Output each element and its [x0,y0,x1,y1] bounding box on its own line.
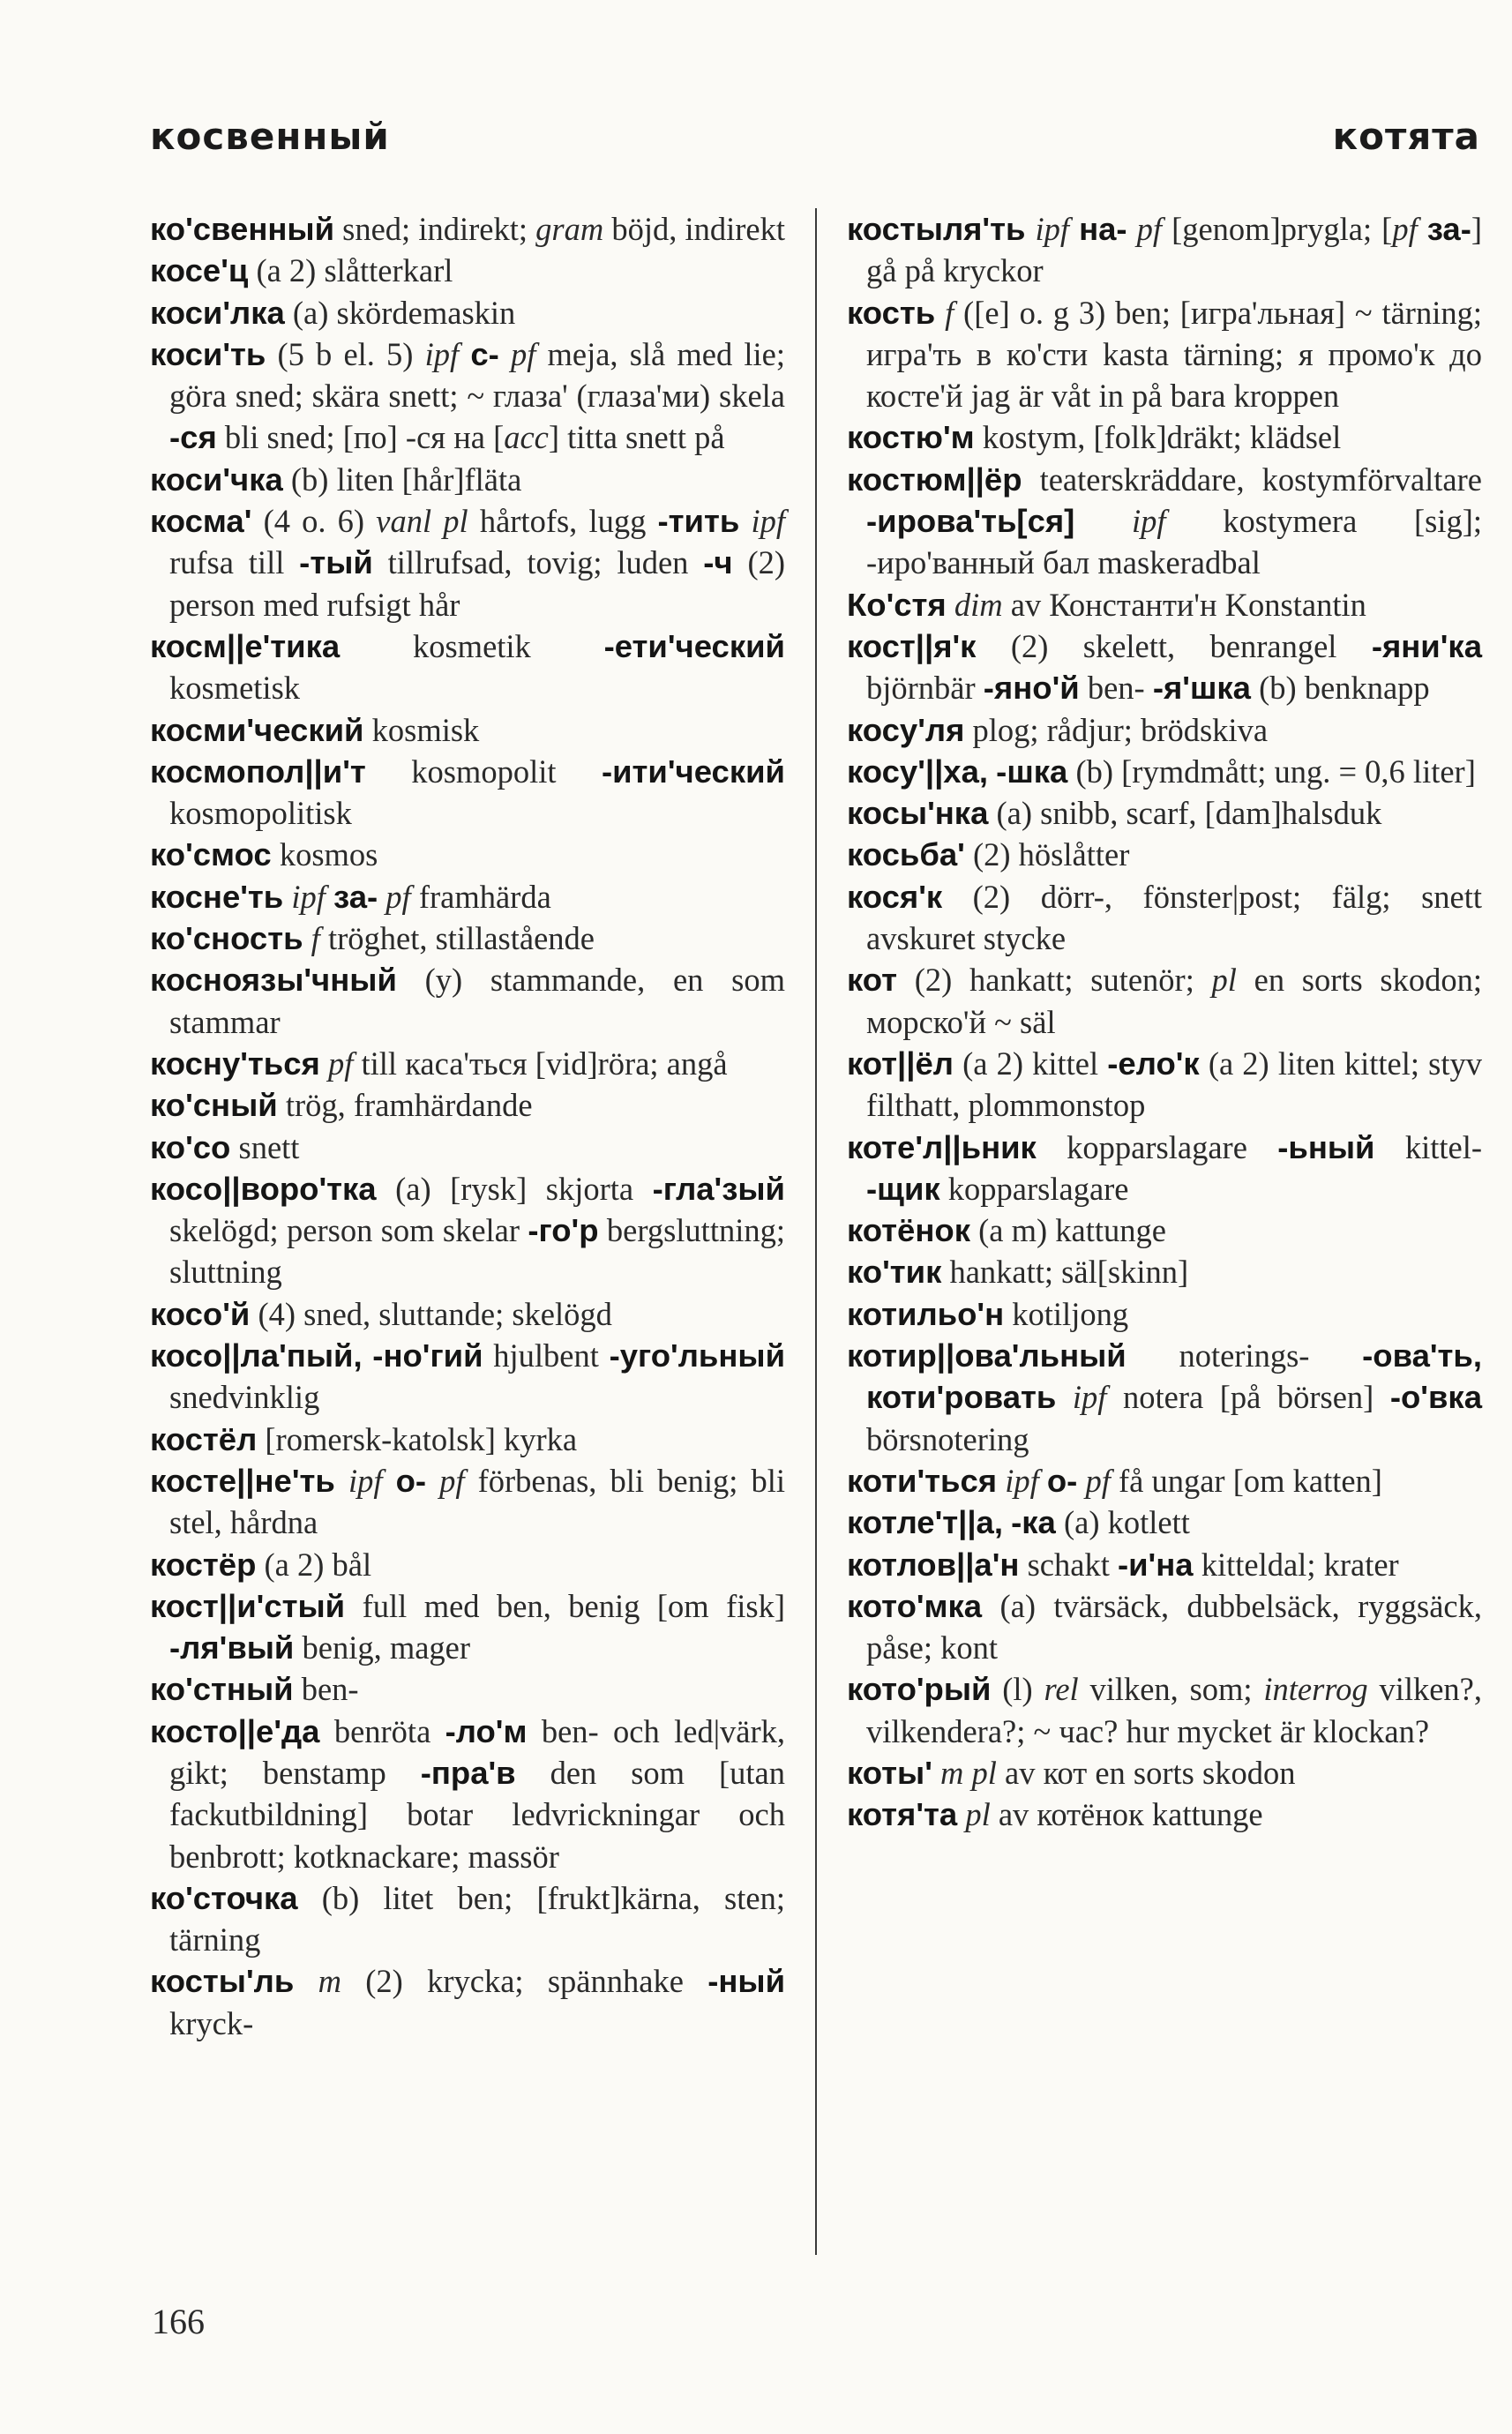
definition-text: (a 2) liten kittel; styv filthatt, plommonstop [866,1045,1482,1124]
grammar-label: pl [965,1796,991,1833]
dictionary-entry [847,1794,1482,1835]
definition-text: (2) skelett, benrangel [976,627,1372,664]
definition-text: (a) skördemaskin [284,294,516,331]
headword: котле'т||а, [847,1504,1003,1541]
headword: ко'свенный [150,211,335,247]
headword: косьба' [847,836,965,873]
definition-text: tröghet, stillastående [319,920,595,957]
dictionary-entry [150,1293,785,1335]
headword: косу'||ха, [847,753,989,790]
dictionary-entry [847,292,1482,417]
dictionary-entry [847,1127,1482,1210]
definition-text: kosmos [271,836,378,873]
grammar-label: acc [504,419,549,456]
grammar-label: ipf [1072,1379,1107,1416]
definition-text [382,1463,395,1499]
headword: косы'нка [847,795,989,832]
grammar-label: ipf [1035,211,1070,247]
dictionary-entry [150,500,785,625]
dictionary-entry [847,416,1482,458]
headword: ко'сточка [150,1879,298,1916]
dictionary-entry [150,333,785,459]
headword: котёнок [847,1212,970,1249]
dictionary-entry [150,709,785,751]
headword: кото'мка [847,1587,983,1624]
grammar-label: ipf [424,335,460,372]
definition-text: böjd, indirekt [603,211,785,247]
headword: коты' [847,1754,932,1791]
dictionary-entry [847,1668,1482,1752]
grammar-label: pf [327,1045,354,1082]
definition-text: (2) höslåtter [964,836,1130,873]
headword: косо||воро'тка [150,1170,377,1207]
headword: косну'ться [150,1045,320,1082]
definition-text: kopparslagare [1036,1128,1278,1165]
dictionary-entry [150,834,785,875]
grammar-label: ipf [348,1462,383,1499]
headword: -ова'ть, [1362,1337,1482,1374]
definition-text: hårtofs, lugg [468,503,658,540]
headword: кот||ёл [847,1045,954,1082]
headword: кост||и'стый [150,1587,346,1624]
headword: коси'чка [150,461,283,498]
grammar-label: gram [535,211,604,247]
grammar-label: pf [1085,1462,1111,1499]
definition-text [326,879,333,915]
headword: -го'р [528,1212,599,1249]
definition-text: snett [230,1128,300,1165]
definition-text: av Константи'н Konstantin [1002,586,1366,623]
headword: косо'й [150,1295,251,1332]
dictionary-entry [150,1668,785,1710]
definition-text: av котёнок kattunge [990,1796,1263,1833]
dictionary-entry [150,959,785,1043]
definition-text [426,1463,439,1499]
definition-text [997,1463,1005,1499]
definition-text: kosmopolitisk [169,795,352,832]
dictionary-entry [150,1127,785,1168]
headword: коси'лка [150,294,285,331]
definition-text [1025,211,1035,247]
dictionary-entry [150,1168,785,1293]
definition-text: bli sned; [по] -ся на [ [216,419,505,456]
definition-text [1418,211,1427,247]
dictionary-entry [847,584,1482,625]
headword: котильо'н [847,1295,1005,1332]
definition-text: schakt [1019,1546,1118,1583]
definition-text: björnbär [866,670,984,707]
definition-text [283,879,291,915]
headword: косто||е'да [150,1712,320,1749]
headword: коти'ться [847,1462,998,1499]
definition-text: av кот en sorts skodon [996,1754,1296,1791]
running-head-right: котятa [1332,115,1480,158]
definition-text: (4) sned, sluttande; skelögd [250,1295,612,1332]
definition-text: hjulbent [483,1337,610,1374]
definition-text: notera [på börsen] [1106,1379,1390,1416]
definition-text [988,753,996,790]
headword: кост||я'к [847,627,977,664]
definition-text [739,503,751,539]
headword: костёр [150,1546,257,1583]
definition-text: kostymera [sig]; -иро'ванный бал maskeradbal [866,503,1482,581]
dictionary-entry [150,1419,785,1460]
definition-text: kopparslagare [939,1170,1129,1207]
definition-text [1039,1463,1047,1499]
headword: -о'вка [1389,1379,1482,1416]
grammar-label: dim [954,586,1003,623]
dictionary-entry [150,1877,785,1961]
definition-text: få ungar [om katten] [1110,1462,1382,1499]
headword: косте||не'ть [150,1462,335,1499]
headword: ко'тик [847,1254,942,1291]
definition-text: (a) kotlett [1055,1504,1190,1541]
dictionary-entry [847,834,1482,875]
definition-text: ] gå på kryckor [866,211,1483,289]
grammar-label: ipf [291,878,326,915]
headword: -тый [299,544,373,581]
headword: -шка [996,753,1068,790]
definition-text: vilken, som; [1078,1671,1264,1708]
headword: -ный [707,1963,786,2000]
headword: -уго'льный [609,1337,786,1374]
definition-text: kryck- [169,2004,254,2041]
headword: ко'со [150,1128,231,1165]
headword: с- [470,335,499,372]
definition-text: (b) litet ben; [frukt]kärna, sten; tärning [169,1879,785,1958]
grammar-label: pf [1392,211,1418,247]
definition-text [1056,1379,1073,1415]
dictionary-entry [847,876,1482,960]
headword: -ка [1011,1504,1056,1541]
definition-text: hankatt; säl[skinn] [941,1254,1189,1291]
left-column [150,208,785,2044]
definition-text: (a 2) bål [256,1546,372,1583]
headword: котлов||а'н [847,1546,1020,1583]
definition-text [947,587,954,623]
definition-text [320,1045,328,1082]
definition-text: kotiljong [1004,1295,1129,1332]
definition-text: (2) person med rufsigt hår [169,544,786,623]
definition-text: kitteldal; krater [1193,1546,1399,1583]
dictionary-entry [150,751,785,835]
headword: -ля'вый [169,1629,295,1666]
definition-text [1074,503,1132,539]
dictionary-entry [150,1711,785,1877]
dictionary-entry [150,625,785,709]
definition-text: framhärda [410,878,551,915]
definition-text [499,336,511,372]
definition-text [303,920,311,956]
headword: -ети'ческий [603,627,785,664]
headword: космопол||и'т [150,753,366,790]
definition-text: (a) snibb, scarf, [dam]halsduk [988,795,1382,832]
definition-text: snedvinklig [169,1379,320,1416]
headword: кото'рый [847,1671,992,1708]
grammar-label: vanl pl [376,503,468,540]
column-divider [815,208,817,2255]
headword: -ло'м [445,1712,528,1749]
headword: ко'сный [150,1087,278,1124]
definition-text [957,1796,965,1832]
right-column [847,208,1482,1836]
grammar-label: pl [1211,962,1237,999]
headword: за- [333,878,378,915]
dictionary-entry [847,1585,1482,1669]
grammar-label: pf [510,335,536,372]
dictionary-entry [847,625,1482,709]
definition-text: sned; indirekt; [334,211,536,247]
definition-text: ] titta snett på [548,419,725,456]
dictionary-entry [847,1335,1482,1460]
definition-text: (a m) kattunge [969,1212,1166,1249]
definition-text: (l) [991,1671,1044,1708]
dictionary-entry [847,459,1482,584]
headword: котир||ова'льный [847,1337,1127,1374]
dictionary-entry [847,208,1482,292]
headword: кость [847,294,936,331]
definition-text [363,1337,373,1374]
definition-text: kostym, [folk]dräkt; klädsel [974,419,1342,456]
definition-text: ben- [1079,670,1153,707]
dictionary-entry [847,1293,1482,1335]
grammar-label: interrog [1263,1671,1368,1708]
headword: -щик [866,1170,940,1207]
headword: коси'ть [150,335,266,372]
definition-text: (2) hankatt; sutenör; [897,962,1212,999]
dictionary-entry [150,1043,785,1084]
dictionary-entry [847,1460,1482,1502]
headword: ко'стный [150,1671,294,1708]
definition-text: trög, framhärdande [277,1087,533,1124]
headword: косма' [150,503,252,540]
grammar-label: ipf [1005,1462,1039,1499]
definition-text [335,1463,348,1499]
definition-text [1069,211,1079,247]
headword: косе'ц [150,252,249,289]
dictionary-entry [150,1544,785,1585]
definition-text: ([e] o. g 3) ben; [игра'льная] ~ tärning; игра'ть в ко'сти kasta tärning; я промо'к до косте'й jag är våt in på bara kroppen [866,294,1482,415]
definition-text: rufsa till [169,544,300,581]
headword: за- [1426,211,1471,247]
definition-text: kosmopolit [365,753,602,790]
dictionary-entry [150,459,785,500]
dictionary-entry [150,917,785,959]
definition-text: ben- [293,1671,359,1708]
headword: косо||ла'пый, [150,1337,363,1374]
definition-text: en sorts skodon; морско'й ~ säl [866,962,1482,1040]
definition-text: (b) [rymdmått; ung. = 0,6 liter] [1067,753,1476,790]
headword: -пра'в [420,1754,516,1791]
headword: костыля'ть [847,211,1026,247]
definition-text: till каса'ться [vid]röra; angå [353,1045,728,1082]
grammar-label: pf [439,1462,465,1499]
definition-text: [genom]prygla; [ [1162,211,1393,247]
definition-text: (b) liten [hår]fläta [282,461,522,498]
definition-text: (a 2) kittel [953,1045,1108,1082]
definition-text: full med ben, benig [om fisk] [345,1587,785,1624]
grammar-label: f [945,294,954,331]
dictionary-entry [847,1043,1482,1127]
definition-text: noterings- [1126,1337,1363,1374]
definition-text: kosmetik [340,627,604,664]
running-head-left: косвенный [150,115,390,158]
dictionary-entry [150,1960,785,2044]
headword: на- [1079,211,1127,247]
definition-text: tillrufsad, tovig; luden [372,544,704,581]
definition-text: bergsluttning; sluttning [169,1212,785,1291]
definition-text: (b) benknapp [1250,670,1430,707]
headword: -ч [703,544,733,581]
headword: косты'ль [150,1963,295,2000]
headword: косноязы'чный [150,962,397,999]
headword: -тить [657,503,740,540]
headword: костюм||ёр [847,461,1022,498]
headword: косу'ля [847,711,965,748]
definition-text: (2) krycka; spännhake [341,1963,708,2000]
definition-text [932,1755,940,1791]
headword: костю'м [847,419,975,456]
definition-text: kittel- [1374,1128,1482,1165]
definition-text [1127,211,1137,247]
dictionary-entry [847,792,1482,834]
definition-text [459,336,470,372]
dictionary-entry [847,1210,1482,1251]
headword: -я'шка [1152,670,1251,707]
grammar-label: ipf [751,503,786,540]
definition-text: (5 b el. 5) [266,335,425,372]
headword: Ко'стя [847,586,947,623]
headword: коти'ровать [866,1379,1057,1416]
headword: косне'ть [150,878,284,915]
grammar-label: rel [1044,1671,1079,1708]
headword: косм||е'тика [150,627,341,664]
dictionary-entry [150,1460,785,1544]
dictionary-entry [847,1752,1482,1794]
grammar-label: f [311,920,320,957]
dictionary-entry [150,292,785,333]
headword: костёл [150,1420,258,1457]
headword: котя'та [847,1796,958,1833]
definition-text: meja, slå med lie; göra sned; skära snett; ~ глаза' (глаза'ми) skela [169,335,786,415]
definition-text: (4 o. 6) [251,503,377,540]
definition-text: (a 2) slåtterkarl [248,252,453,289]
dictionary-entry [847,1251,1482,1292]
definition-text: benröta [319,1712,445,1749]
headword: ко'сность [150,920,303,957]
dictionary-entry [847,1544,1482,1585]
headword: -гла'зый [652,1170,785,1207]
definition-text [294,1963,318,1999]
definition-text [378,879,385,915]
headword: -но'гий [372,1337,483,1374]
headword: -ьный [1277,1128,1375,1165]
grammar-label: pf [1136,211,1163,247]
definition-text: skelögd; person som skelar [169,1212,528,1249]
definition-text [935,295,945,331]
dictionary-entry [150,250,785,291]
headword: -ело'к [1107,1045,1200,1082]
grammar-label: m [318,1963,341,2000]
grammar-label: ipf [1132,503,1166,540]
definition-text: (2) dörr-, fönster|post; fälg; snett avskuret stycke [866,878,1482,957]
headword: -яни'ка [1371,627,1482,664]
headword: -ся [169,419,217,456]
definition-text: börsnotering [866,1420,1029,1457]
dictionary-entry [150,876,785,917]
headword: кося'к [847,878,943,915]
definition-text [1003,1504,1011,1540]
definition-text: vilken?, vilkendera?; ~ час? hur mycket är klockan? [866,1671,1482,1749]
definition-text: [romersk-katolsk] kyrka [257,1420,578,1457]
definition-text: kosmisk [363,711,480,748]
dictionary-entry [847,709,1482,751]
headword: -ирова'ть[ся] [866,503,1075,540]
definition-text: benig, mager [294,1629,471,1666]
headword: -яно'й [983,670,1080,707]
definition-text: den som [utan fackutbildning] botar ledvrickningar och benbrott; kotknackare; massör [169,1754,785,1875]
definition-text: kosmetisk [169,670,301,707]
definition-text: plog; rådjur; brödskiva [964,711,1269,748]
definition-text: (a) tvärsäck, dubbelsäck, ryggsäck, påse; kont [866,1587,1482,1666]
grammar-label: pf [385,878,411,915]
dictionary-entry [150,208,785,250]
definition-text: förbenas, bli benig; bli stel, hårdna [169,1462,785,1541]
dictionary-entry [150,1585,785,1669]
headword: о- [395,1462,427,1499]
definition-text: (y) stammande, en som stammar [169,962,785,1040]
definition-text: (a) [rysk] skjorta [376,1170,653,1207]
page-number: 166 [152,2302,205,2341]
dictionary-entry [847,1502,1482,1543]
dictionary-entry [847,959,1482,1043]
headword: косми'ческий [150,711,364,748]
dictionary-entry [150,1084,785,1126]
dictionary-entry [150,1335,785,1419]
headword: коте'л||ьник [847,1128,1037,1165]
dictionary-entry [847,751,1482,792]
headword: о- [1046,1462,1078,1499]
headword: -и'на [1117,1546,1194,1583]
definition-text: teaterskräddare, kostymförvaltare [1022,461,1482,498]
headword: кот [847,962,898,999]
grammar-label: m pl [940,1754,997,1791]
definition-text: ben- och led|värk, gikt; benstamp [169,1712,785,1791]
headword: ко'смос [150,836,272,873]
headword: -ити'ческий [601,753,785,790]
